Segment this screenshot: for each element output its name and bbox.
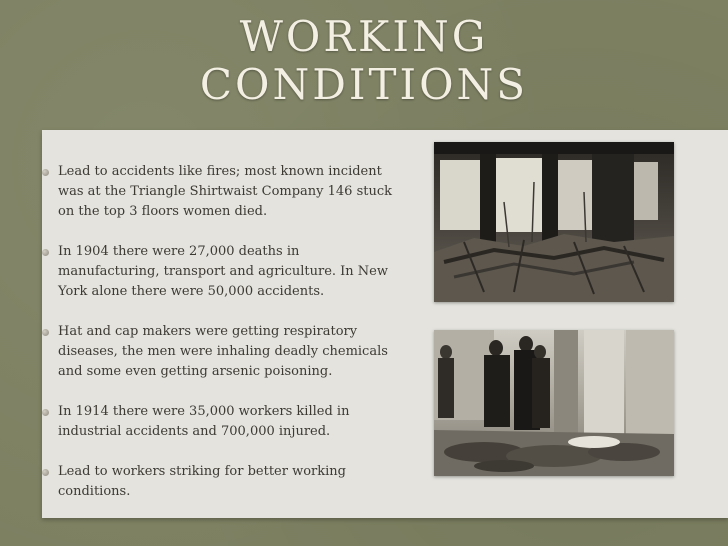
slide-title-line-1: WORKING: [239, 12, 489, 61]
bullet-dot-icon: [42, 409, 49, 416]
bullet-item: [52, 402, 402, 442]
bullet-text: In 1904 there were 27,000 deaths in manufacturing, transport and agriculture. In New York alone there were 50,000 accidents.: [58, 244, 388, 299]
slide-title-line-2: CONDITIONS: [199, 60, 529, 109]
victims-photo: [434, 330, 674, 476]
bullet-item: [52, 162, 402, 222]
bullet-dot-icon: [42, 169, 49, 176]
bullet-item: [52, 462, 402, 502]
bullet-text: Lead to workers striking for better working conditions.: [58, 464, 346, 499]
bullet-item: [52, 242, 402, 302]
fire-aftermath-photo: [434, 142, 674, 302]
bullet-text: Hat and cap makers were getting respiratory diseases, the men were inhaling deadly chemicals and some even getting arsenic poisoning.: [58, 324, 388, 379]
bullet-item: [52, 322, 402, 382]
bullet-dot-icon: [42, 249, 49, 256]
content-panel: [42, 130, 728, 518]
bullet-text: Lead to accidents like fires; most known incident was at the Triangle Shirtwaist Company 146 stuck on the top 3 floors women died.: [58, 164, 393, 219]
bullet-dot-icon: [42, 329, 49, 336]
bullet-text: In 1914 there were 35,000 workers killed in industrial accidents and 700,000 injured.: [58, 404, 350, 439]
bullet-dot-icon: [42, 469, 49, 476]
